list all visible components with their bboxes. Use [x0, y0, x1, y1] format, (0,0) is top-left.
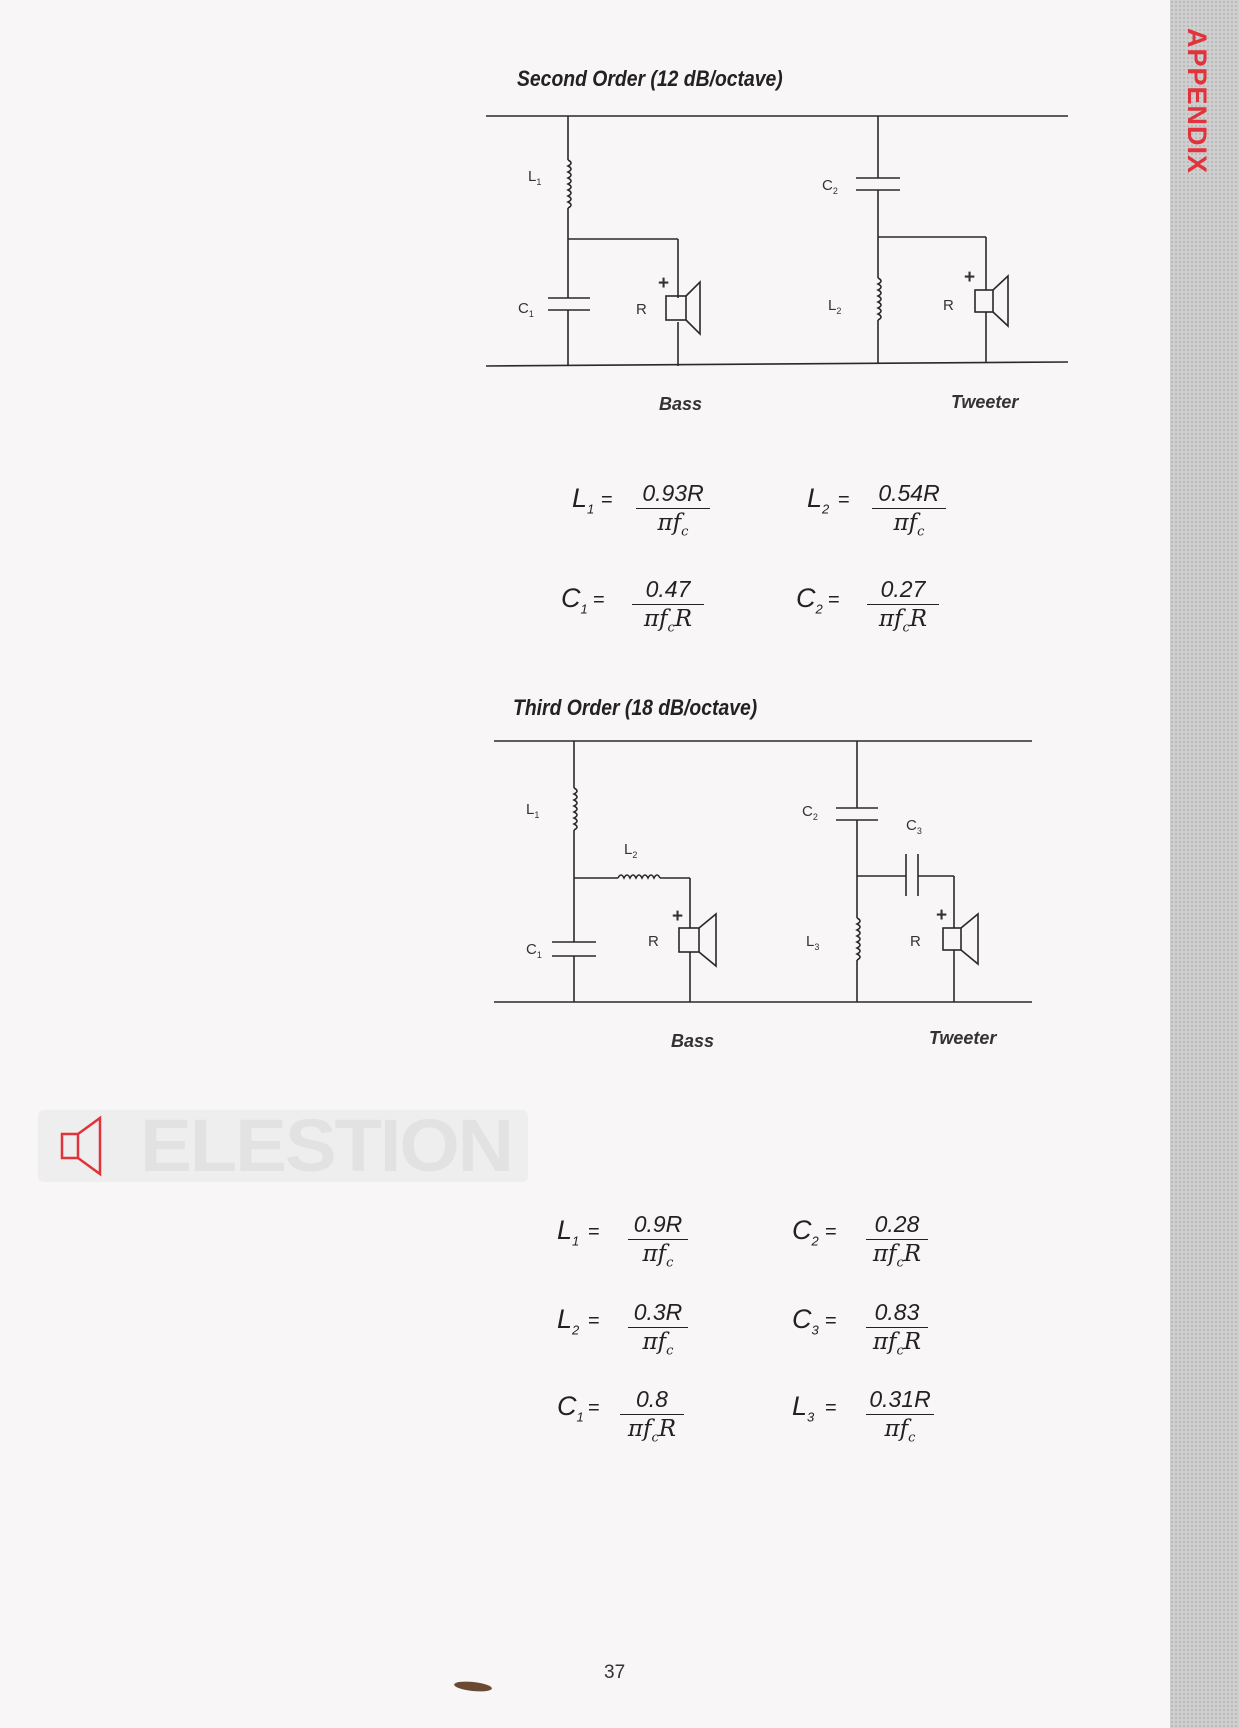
- speaker-bass-3: [679, 928, 699, 952]
- second-order-formula-symbol: $C_2$: [796, 583, 823, 617]
- second-order-formula-fraction: [872, 480, 946, 540]
- svg-text:Bass: Bass: [659, 394, 703, 414]
- third-order-formula-fraction: [866, 1299, 928, 1359]
- third-order-formula-fraction: [866, 1386, 934, 1446]
- fraction-numerator: 0.28: [866, 1211, 928, 1240]
- svg-text:C2: $C_2$: [822, 177, 838, 196]
- fraction-numerator: 0.9R: [628, 1211, 688, 1240]
- speaker-tweeter: [975, 290, 993, 312]
- svg-text:+: +: [964, 267, 976, 288]
- second-order-title: Second Order (12 dB/octave): [517, 66, 783, 91]
- fraction-denominator: $\pi f_c$: [642, 1241, 674, 1271]
- fraction-denominator: $\pi f_cR$: [872, 1241, 922, 1271]
- fraction-denominator: $\pi f_c$: [893, 510, 925, 540]
- svg-text:L1: $L_1$: [528, 168, 542, 187]
- fraction-denominator: $\pi f_cR$: [872, 1329, 922, 1359]
- sidebar-band: [1170, 0, 1239, 1728]
- fraction-denominator: $\pi f_c$: [642, 1329, 674, 1359]
- third-order-formula-symbol: $C_2$: [792, 1215, 819, 1249]
- second-order-formula-symbol: $L_1$: [572, 483, 595, 517]
- bottom-rail: [486, 362, 1068, 366]
- second-order-formula-fraction: [636, 480, 710, 540]
- third-order-formula-equals: =: [588, 1221, 600, 1243]
- inductor-l3-3: [857, 918, 860, 960]
- svg-text:+: +: [658, 273, 670, 294]
- svg-text:Tweeter: Tweeter: [951, 392, 1019, 412]
- svg-text:R: R: [943, 297, 954, 314]
- third-order-formula-symbol: $C_3$: [792, 1304, 819, 1338]
- svg-text:Bass: Bass: [671, 1031, 715, 1051]
- third-order-formula-fraction: [620, 1386, 684, 1446]
- inductor-l1: [568, 160, 571, 208]
- fraction-denominator: $\pi f_c$: [657, 510, 689, 540]
- fraction-denominator: $\pi f_cR$: [627, 1416, 677, 1446]
- celestion-logo: [34, 1104, 524, 1187]
- svg-text:C1: $C_1$: [526, 941, 542, 960]
- svg-text:C1: $C_1$: [518, 300, 534, 319]
- svg-text:R: R: [648, 933, 659, 950]
- fraction-numerator: 0.47: [632, 576, 704, 605]
- fraction-numerator: 0.54R: [872, 480, 946, 509]
- appendix-tab-label: APPENDIX: [1182, 28, 1212, 175]
- fraction-numerator: 0.27: [867, 576, 939, 605]
- third-order-formula-equals: =: [825, 1221, 837, 1243]
- fraction-denominator: $\pi f_c$: [884, 1416, 916, 1446]
- second-order-formula-fraction: [867, 576, 939, 636]
- svg-text:+: +: [936, 905, 948, 926]
- second-order-formula-equals: =: [838, 489, 850, 511]
- svg-text:Tweeter: Tweeter: [929, 1028, 997, 1048]
- svg-text:L3: $L_3$: [806, 933, 820, 952]
- inductor-l1-3: [574, 788, 577, 830]
- fraction-numerator: 0.31R: [866, 1386, 934, 1415]
- second-order-formula-equals: =: [828, 589, 840, 611]
- third-order-title: Third Order (18 dB/octave): [513, 695, 758, 720]
- fraction-numerator: 0.3R: [628, 1299, 688, 1328]
- third-order-formula-equals: =: [588, 1397, 600, 1419]
- fraction-numerator: 0.83: [866, 1299, 928, 1328]
- third-order-formula-fraction: [628, 1299, 688, 1359]
- svg-text:L1: $L_1$: [526, 801, 540, 820]
- third-order-formula-fraction: [628, 1211, 688, 1271]
- svg-text:R: R: [910, 933, 921, 950]
- svg-text:+: +: [672, 906, 684, 927]
- speaker-icon: [56, 1114, 116, 1178]
- fraction-denominator: $\pi f_cR$: [643, 606, 693, 636]
- inductor-l2: [878, 278, 881, 320]
- second-order-formula-symbol: $C_1$: [561, 583, 588, 617]
- inductor-l2-3: [618, 875, 660, 878]
- page-number: 37: [604, 1662, 626, 1683]
- third-order-formula-equals: =: [825, 1310, 837, 1332]
- third-order-formula-symbol: $L_2$: [557, 1304, 580, 1338]
- third-order-formula-symbol: $C_1$: [557, 1391, 584, 1425]
- third-order-formula-symbol: $L_1$: [557, 1215, 580, 1249]
- speaker-tweeter-3: [943, 928, 961, 950]
- logo-text: ELESTION: [140, 1104, 512, 1187]
- fraction-denominator: $\pi f_cR$: [878, 606, 928, 636]
- third-order-formula-equals: =: [588, 1310, 600, 1332]
- fraction-numerator: 0.93R: [636, 480, 710, 509]
- svg-text:L2: $L_2$: [624, 841, 638, 860]
- svg-text:R: R: [636, 301, 647, 318]
- svg-text:L2: $L_2$: [828, 297, 842, 316]
- third-order-formula-fraction: [866, 1211, 928, 1271]
- paper-stain: [454, 1680, 493, 1693]
- speaker-bass: [666, 296, 686, 320]
- second-order-formula-symbol: $L_2$: [807, 483, 830, 517]
- second-order-formula-fraction: [632, 576, 704, 636]
- svg-text:C3: $C_3$: [906, 817, 922, 836]
- second-order-formula-equals: =: [601, 489, 613, 511]
- third-order-formula-equals: =: [825, 1397, 837, 1419]
- second-order-formula-equals: =: [593, 589, 605, 611]
- fraction-numerator: 0.8: [620, 1386, 684, 1415]
- svg-text:C2: $C_2$: [802, 803, 818, 822]
- third-order-formula-symbol: $L_3$: [792, 1391, 815, 1425]
